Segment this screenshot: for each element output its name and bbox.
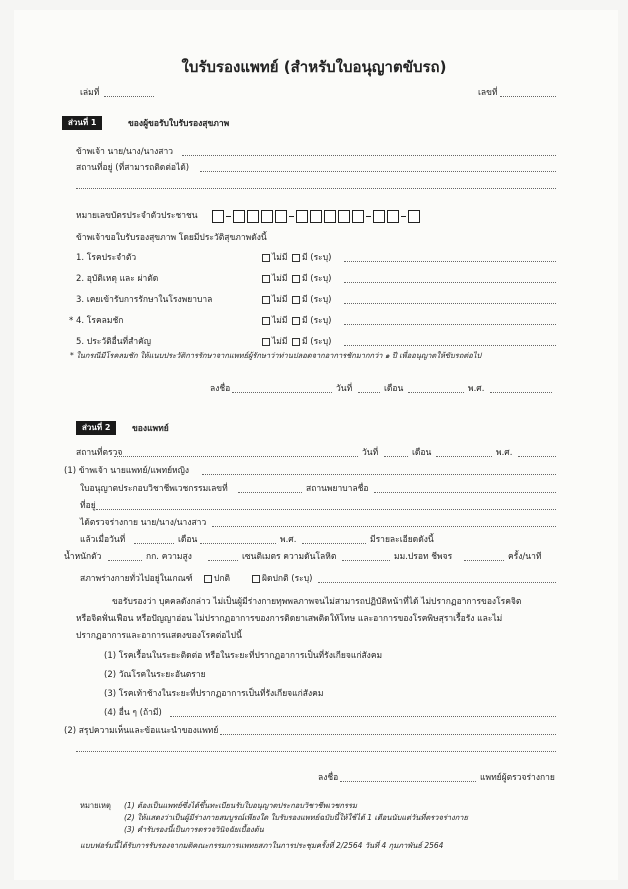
remark-line: (1) ต้องเป็นแพทย์ซึ่งได้ขึ้นทะเบียนรับใบอนุญาตประกอบวิชาชีพเวชกรรม bbox=[124, 801, 357, 810]
disease-item: (2) วัณโรคในระยะอันตราย bbox=[104, 670, 206, 680]
doctor-sign-label: ลงชื่อ bbox=[318, 773, 339, 783]
history-yes-option[interactable]: มี (ระบุ) bbox=[292, 274, 331, 284]
certification-line: ปรากฏอาการและอาการแสดงของโรคต่อไปนี้ bbox=[76, 631, 242, 641]
part1-badge: ส่วนที่ 1 bbox=[62, 116, 102, 130]
book-number-field[interactable] bbox=[104, 96, 154, 97]
exam-year-label: พ.ศ. bbox=[496, 448, 513, 458]
normal-option[interactable]: ปกติ bbox=[204, 574, 230, 584]
history-detail-field[interactable] bbox=[344, 282, 556, 283]
hospital-label: สถานพยาบาลชื่อ bbox=[306, 484, 369, 494]
examined-person-field[interactable] bbox=[212, 526, 556, 527]
history-no-checkbox[interactable] bbox=[262, 296, 270, 304]
applicant-address-field[interactable] bbox=[200, 171, 556, 172]
history-item-label: 2. อุบัติเหตุ และ ผ่าตัด bbox=[76, 274, 159, 284]
height-field[interactable] bbox=[208, 560, 238, 561]
history-no-checkbox[interactable] bbox=[262, 275, 270, 283]
height-label: กก. ความสูง bbox=[146, 552, 192, 562]
per-minute-label: ครั้ง/นาที bbox=[508, 552, 542, 562]
applicant-address-field-2[interactable] bbox=[76, 188, 556, 189]
history-detail-field[interactable] bbox=[344, 345, 556, 346]
doctor-sign-role: แพทย์ผู้ตรวจร่างกาย bbox=[480, 773, 555, 783]
other-disease-field[interactable] bbox=[170, 716, 556, 717]
applicant-month-field[interactable] bbox=[408, 392, 464, 393]
general-condition-label: สภาพร่างกายทั่วไปอยู่ในเกณฑ์ bbox=[80, 574, 193, 584]
number-field[interactable] bbox=[500, 96, 556, 97]
exam-when-year-field[interactable] bbox=[302, 543, 366, 544]
exam-place-field[interactable] bbox=[114, 456, 358, 457]
applicant-name-label: ข้าพเจ้า นาย/นาง/นางสาว bbox=[76, 147, 174, 157]
abnormal-checkbox[interactable] bbox=[252, 575, 260, 583]
history-no-checkbox[interactable] bbox=[262, 338, 270, 346]
disease-item: (4) อื่น ๆ (ถ้ามี) bbox=[104, 708, 162, 718]
exam-when-month-label: เดือน bbox=[178, 535, 198, 545]
exam-date-label: วันที่ bbox=[362, 448, 379, 458]
part2-heading: ของแพทย์ bbox=[132, 424, 169, 434]
applicant-year-label: พ.ศ. bbox=[468, 384, 485, 394]
applicant-date-label: วันที่ bbox=[336, 384, 353, 394]
applicant-date-field[interactable] bbox=[358, 392, 380, 393]
history-yes-checkbox[interactable] bbox=[292, 317, 300, 325]
history-yes-checkbox[interactable] bbox=[292, 254, 300, 262]
applicant-name-field[interactable] bbox=[182, 155, 556, 156]
history-item-label: 3. เคยเข้ารับการรักษาในโรงพยาบาล bbox=[76, 295, 213, 305]
history-no-option[interactable]: ไม่มี bbox=[262, 253, 287, 263]
hospital-field[interactable] bbox=[374, 492, 556, 493]
blood-pressure-label: เซนติเมตร ความดันโลหิต bbox=[242, 552, 337, 562]
certification-line: ขอรับรองว่า บุคคลดังกล่าว ไม่เป็นผู้มีร่างกายทุพพลภาพจนไม่สามารถปฏิบัติหน้าที่ได้ ไม่ปรากฏอาการของโรคจิต bbox=[112, 597, 522, 607]
details-label: มีรายละเอียดดังนี้ bbox=[370, 535, 434, 545]
exam-when-date-field[interactable] bbox=[134, 543, 174, 544]
applicant-month-label: เดือน bbox=[384, 384, 404, 394]
exam-month-field[interactable] bbox=[436, 456, 492, 457]
doctor-name-label: (1) ข้าพเจ้า นายแพทย์/แพทย์หญิง bbox=[64, 466, 190, 476]
exam-when-year-label: พ.ศ. bbox=[280, 535, 297, 545]
certification-line: หรือจิตฟั่นเฟือน หรือปัญญาอ่อน ไม่ปรากฏอาการของการติดยาเสพติดให้โทษ และอาการของโรคพิษสุราเรื้อรัง และไม่ bbox=[76, 614, 503, 624]
exam-when-month-field[interactable] bbox=[200, 543, 276, 544]
disease-item: (1) โรคเรื้อนในระยะติดต่อ หรือในระยะที่ปรากฏอาการเป็นที่รังเกียจแก่สังคม bbox=[104, 651, 383, 661]
weight-field[interactable] bbox=[108, 560, 142, 561]
summary-label: (2) สรุปความเห็นและข้อแนะนำของแพทย์ bbox=[64, 726, 219, 736]
remarks-label: หมายเหตุ bbox=[80, 801, 111, 810]
history-yes-option[interactable]: มี (ระบุ) bbox=[292, 316, 331, 326]
pulse-field[interactable] bbox=[464, 560, 504, 561]
remark-line: (2) ให้แสดงว่าเป็นผู้มีร่างกายสมบูรณ์เพียงใด ใบรับรองแพทย์ฉบับนี้ให้ใช้ได้ 1 เดือนนับแต่วันที่ตรวจร่างกาย bbox=[124, 813, 468, 822]
exam-place-label: สถานที่ตรวจ bbox=[76, 448, 123, 458]
history-yes-checkbox[interactable] bbox=[292, 275, 300, 283]
doctor-address-field[interactable] bbox=[96, 509, 556, 510]
epilepsy-star: * bbox=[69, 316, 74, 326]
doctor-name-field[interactable] bbox=[202, 474, 556, 475]
summary-field[interactable] bbox=[220, 734, 556, 735]
history-no-checkbox[interactable] bbox=[262, 254, 270, 262]
license-label: ใบอนุญาตประกอบวิชาชีพเวชกรรมเลขที่ bbox=[80, 484, 228, 494]
history-detail-field[interactable] bbox=[344, 324, 556, 325]
form-approval-footer: แบบฟอร์มนี้ได้รับการรับรองจากมติคณะกรรมการแพทยสภาในการประชุมครั้งที่ 2/2564 วันที่ 4 กุมภาพันธ์ 2564 bbox=[80, 841, 444, 850]
summary-field-2[interactable] bbox=[76, 751, 556, 752]
weight-label: น้ำหนักตัว bbox=[64, 552, 102, 562]
history-detail-field[interactable] bbox=[344, 303, 556, 304]
applicant-address-label: สถานที่อยู่ (ที่สามารถติดต่อได้) bbox=[76, 163, 190, 173]
document-sheet bbox=[14, 10, 618, 880]
doctor-sign-field[interactable] bbox=[340, 781, 476, 782]
history-no-option[interactable]: ไม่มี bbox=[262, 274, 287, 284]
book-number-label: เล่มที่ bbox=[80, 88, 100, 98]
part2-badge: ส่วนที่ 2 bbox=[76, 421, 116, 435]
history-item-label: 5. ประวัติอื่นที่สำคัญ bbox=[76, 337, 152, 347]
examined-person-label: ได้ตรวจร่างกาย นาย/นาง/นางสาว bbox=[80, 518, 207, 528]
exam-year-field[interactable] bbox=[518, 456, 556, 457]
history-no-option[interactable]: ไม่มี bbox=[262, 337, 287, 347]
exam-date-field[interactable] bbox=[384, 456, 408, 457]
history-no-option[interactable]: ไม่มี bbox=[262, 316, 287, 326]
blood-pressure-field[interactable] bbox=[342, 560, 390, 561]
history-item-label: 4. โรคลมชัก bbox=[76, 316, 124, 326]
health-request-text: ข้าพเจ้าขอใบรับรองสุขภาพ โดยมีประวัติสุขภาพดังนี้ bbox=[76, 233, 267, 243]
document-title: ใบรับรองแพทย์ (สำหรับใบอนุญาตขับรถ) bbox=[181, 58, 447, 76]
license-field[interactable] bbox=[238, 492, 302, 493]
part1-heading: ของผู้ขอรับใบรับรองสุขภาพ bbox=[128, 119, 230, 129]
abnormal-option[interactable]: ผิดปกติ (ระบุ) bbox=[252, 574, 312, 584]
history-no-checkbox[interactable] bbox=[262, 317, 270, 325]
normal-checkbox[interactable] bbox=[204, 575, 212, 583]
applicant-sign-field[interactable] bbox=[232, 392, 332, 393]
history-yes-checkbox[interactable] bbox=[292, 338, 300, 346]
doctor-address-label: ที่อยู่ bbox=[80, 501, 96, 511]
history-item-label: 1. โรคประจำตัว bbox=[76, 253, 137, 263]
number-label: เลขที่ bbox=[478, 88, 498, 98]
history-yes-option[interactable]: มี (ระบุ) bbox=[292, 295, 331, 305]
history-yes-option[interactable]: มี (ระบุ) bbox=[292, 253, 331, 263]
applicant-sign-label: ลงชื่อ bbox=[210, 384, 231, 394]
history-no-option[interactable]: ไม่มี bbox=[262, 295, 287, 305]
id-card-boxes[interactable] bbox=[211, 206, 421, 225]
pulse-label: มม.ปรอท ชีพจร bbox=[394, 552, 453, 562]
disease-item: (3) โรคเท้าช้างในระยะที่ปรากฏอาการเป็นที่รังเกียจแก่สังคม bbox=[104, 689, 324, 699]
exam-when-label: แล้วเมื่อวันที่ bbox=[80, 535, 126, 545]
applicant-year-field[interactable] bbox=[490, 392, 552, 393]
exam-month-label: เดือน bbox=[412, 448, 432, 458]
epilepsy-note: * ในกรณีมีโรคลมชัก ให้แนบประวัติการรักษาจากแพทย์ผู้รักษาว่าท่านปลอดจากอาการชักมากกว่า ๑ ปี เพื่ออนุญาตให้ขับรถต่อไป bbox=[70, 351, 482, 360]
remark-line: (3) คำรับรองนี้เป็นการตรวจวินิจฉัยเบื้องต้น bbox=[124, 825, 264, 834]
history-yes-checkbox[interactable] bbox=[292, 296, 300, 304]
abnormal-detail-field[interactable] bbox=[318, 582, 556, 583]
id-card-label: หมายเลขบัตรประจำตัวประชาชน bbox=[76, 211, 198, 221]
history-detail-field[interactable] bbox=[344, 261, 556, 262]
history-yes-option[interactable]: มี (ระบุ) bbox=[292, 337, 331, 347]
